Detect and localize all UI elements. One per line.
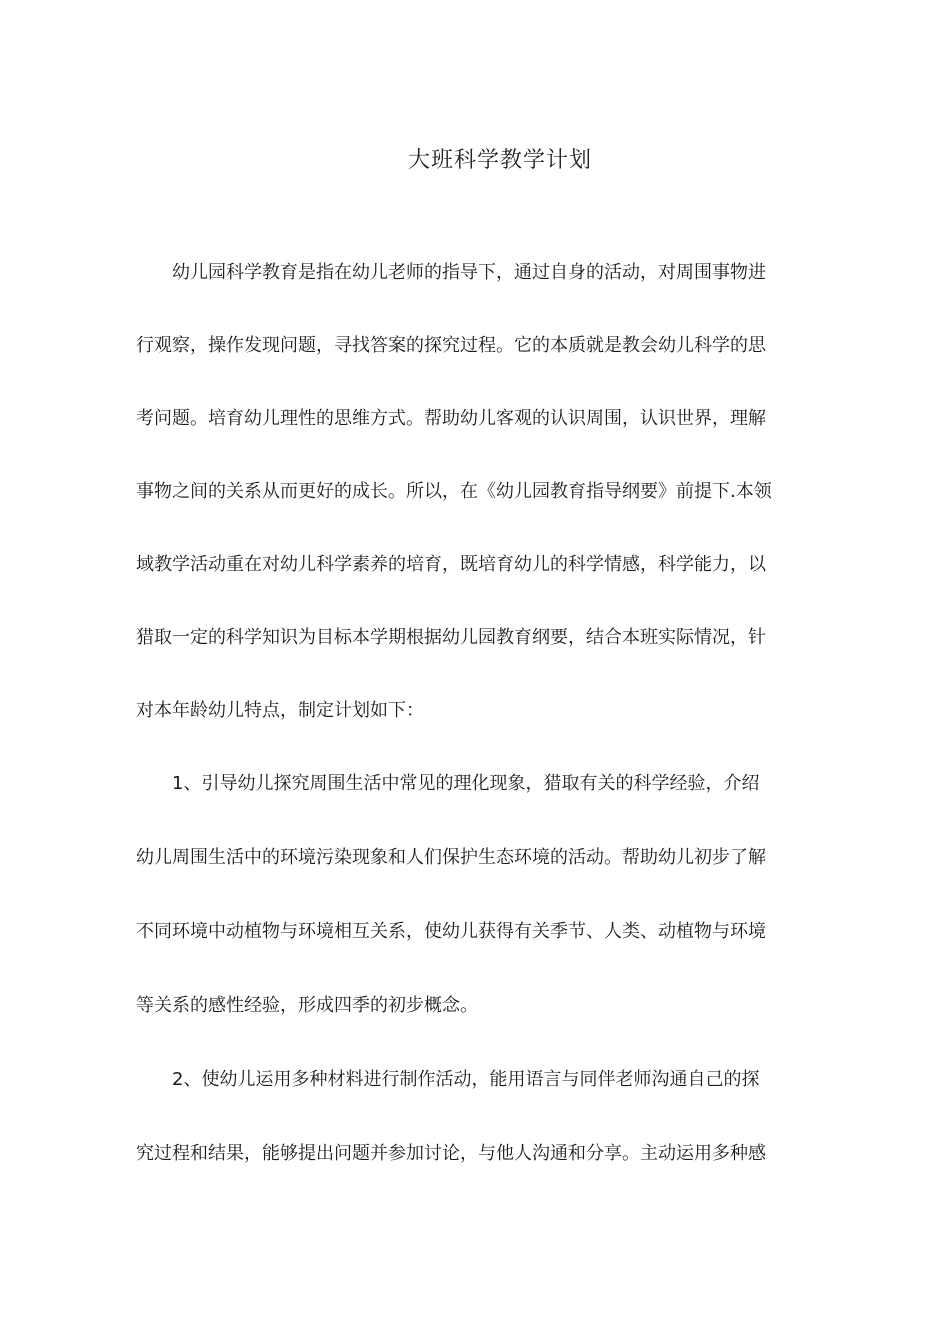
- text-line: 等关系的感性经验，形成四季的初步概念。: [136, 995, 478, 1016]
- text-line: 对本年龄幼儿特点，制定计划如下：: [136, 700, 424, 721]
- text-line: 行观察，操作发现问题，寻找答案的探究过程。它的本质就是教会幼儿科学的思: [136, 335, 766, 356]
- text-line: 不同环境中动植物与环境相互关系，使幼儿获得有关季节、人类、动植物与环境: [136, 921, 766, 942]
- text-line: 幼儿周围生活中的环境污染现象和人们保护生态环境的活动。帮助幼儿初步了解: [136, 847, 766, 868]
- text-line: 域教学活动重在对幼儿科学素养的培育，既培育幼儿的科学情感，科学能力，以: [136, 554, 766, 575]
- text-line: 1、引导幼儿探究周围生活中常见的理化现象，猎取有关的科学经验，介绍: [172, 773, 760, 794]
- text-line: 事物之间的关系从而更好的成长。所以，在《幼儿园教育指导纲要》前提下.本领: [136, 481, 772, 502]
- document-title: 大班科学教学计划: [407, 148, 592, 173]
- text-line: 究过程和结果，能够提出问题并参加讨论，与他人沟通和分享。主动运用多种感: [136, 1143, 766, 1164]
- paragraph-item-1: [136, 747, 808, 1043]
- paragraph-intro: [136, 236, 808, 747]
- text-line: 幼儿园科学教育是指在幼儿老师的指导下，通过自身的活动，对周围事物进: [172, 262, 766, 283]
- text-line: 猎取一定的科学知识为目标本学期根据幼儿园教育纲要，结合本班实际情况，针: [136, 627, 766, 648]
- text-line: 2、使幼儿运用多种材料进行制作活动，能用语言与同伴老师沟通自己的探: [172, 1069, 760, 1090]
- paragraph-item-2: [136, 1043, 808, 1191]
- text-line: 考问题。培育幼儿理性的思维方式。帮助幼儿客观的认识周围，认识世界，理解: [136, 408, 766, 429]
- document-body: [136, 236, 808, 1191]
